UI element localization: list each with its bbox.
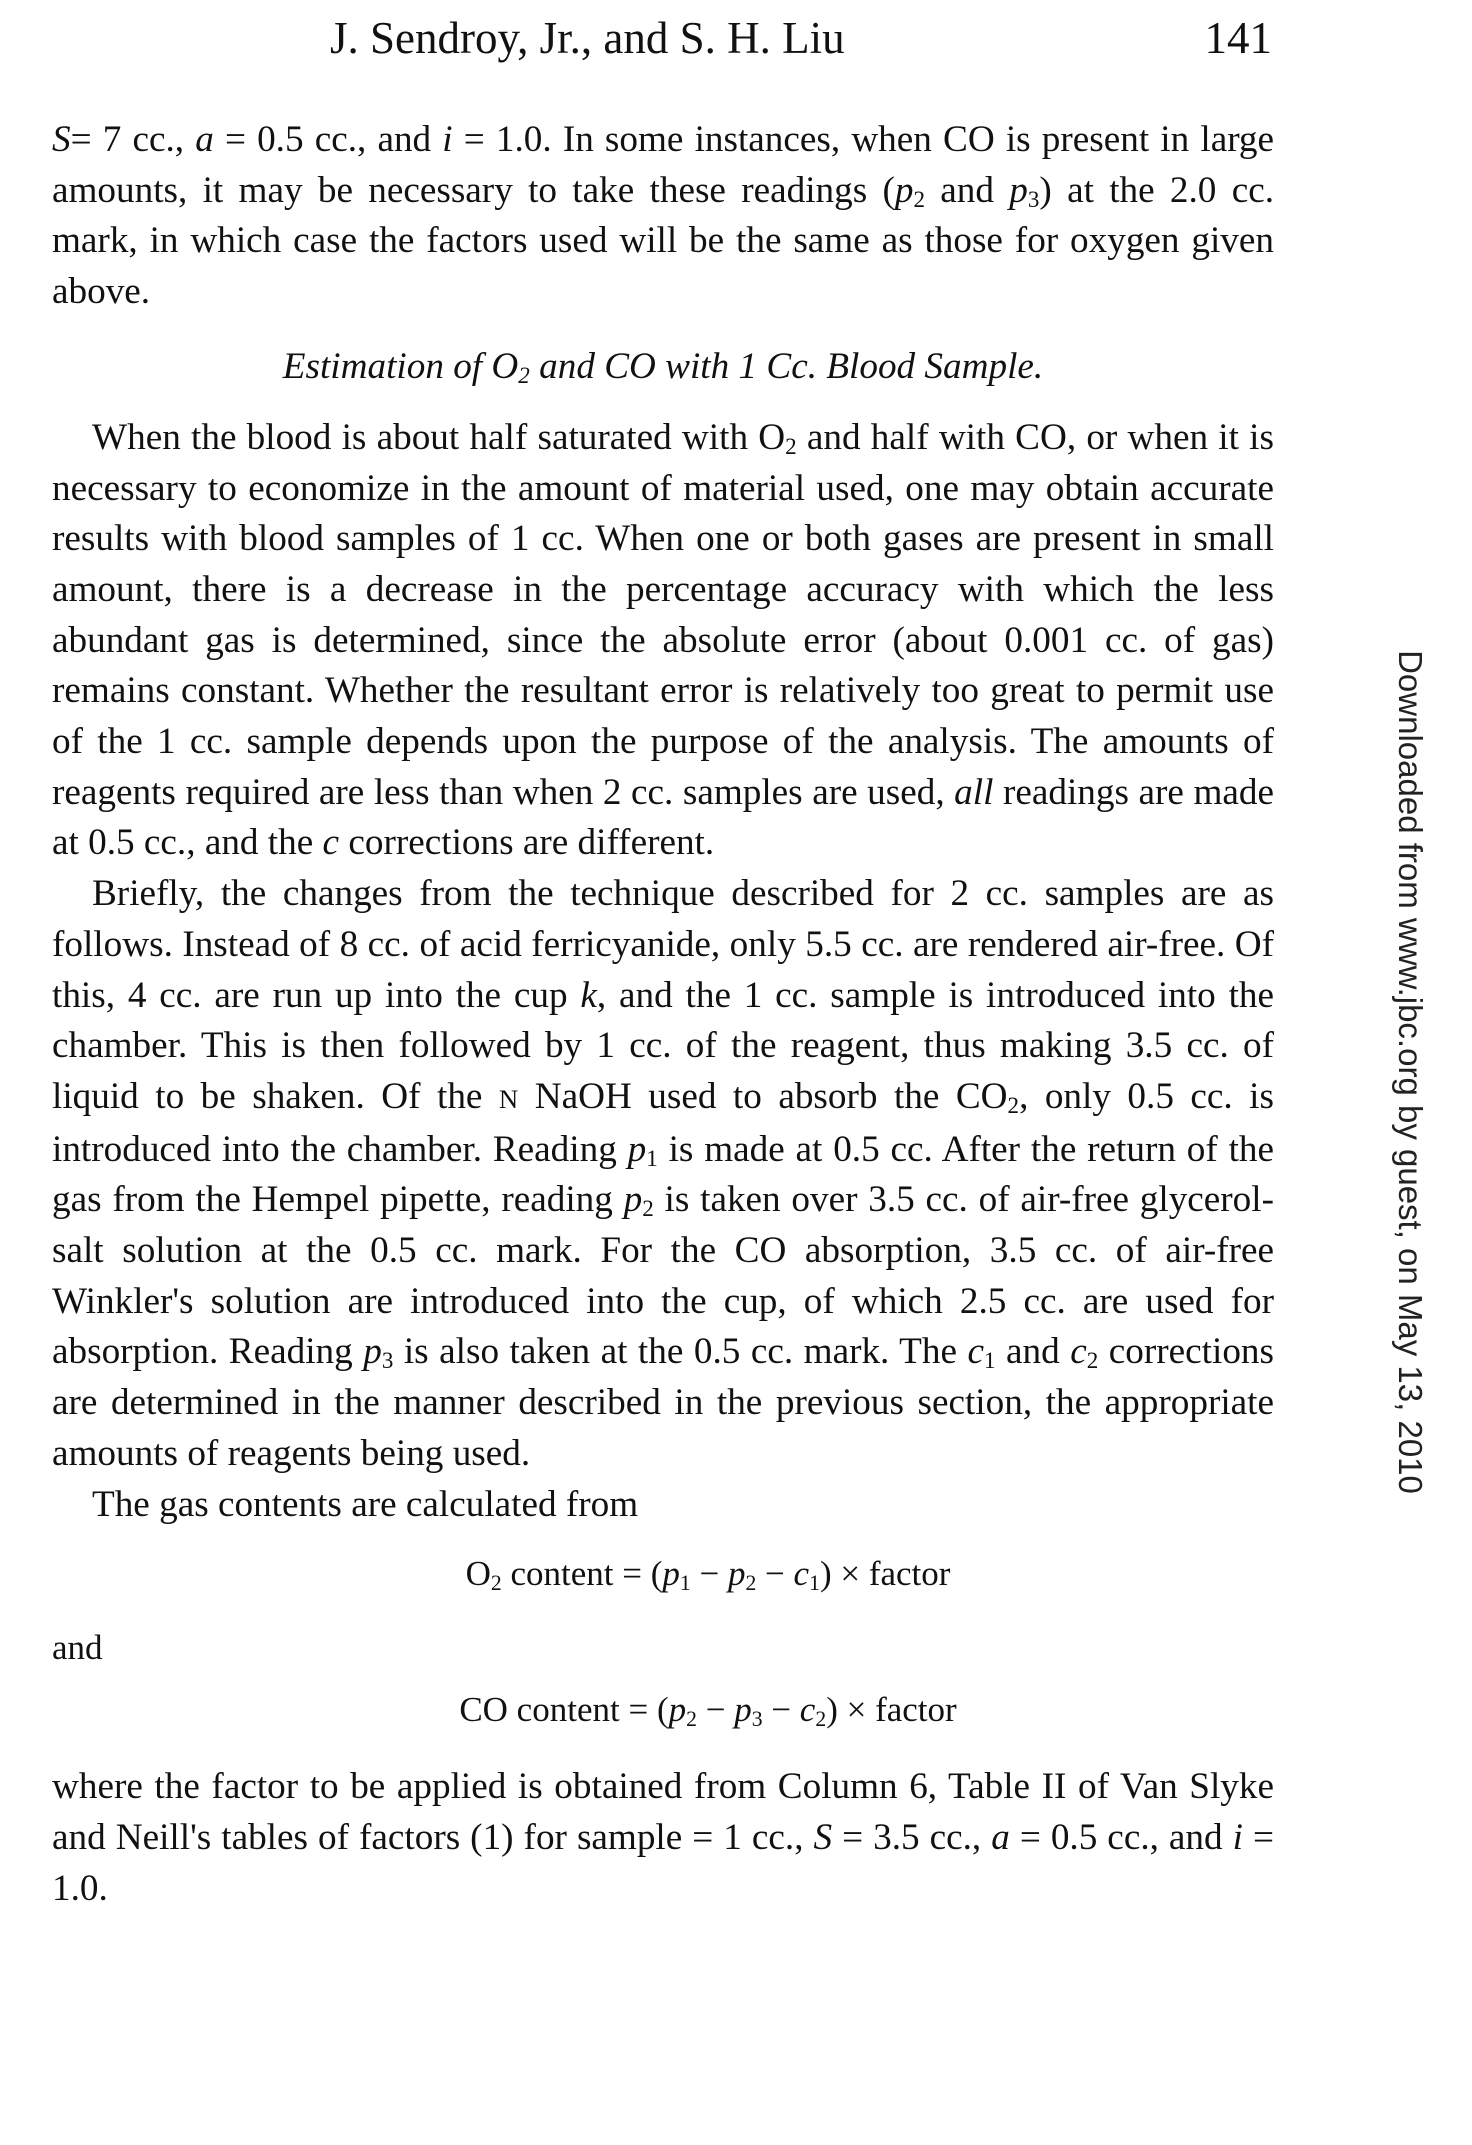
page-number: 141 bbox=[1204, 13, 1272, 63]
paragraph-2: Briefly, the changes from the technique described for 2 cc. samples are as follows. Instead of 8 cc. of acid ferricyanide, only 5.5 cc. are rendered air-free. Of this, 4 cc. are run up into the cup k, and the 1 cc. sample is introduced into the chamber. This is then followed by 1 cc. of the reagent, thus making 3.5 cc. of liquid to be shaken. Of the N NaOH used to absorb the $CO_2$, only 0.5 cc. is introduced into the chamber. Reading $p_1$ is made at 0.5 cc. After the return of the gas from the Hempel pipette, reading $p_2$ is taken over 3.5 cc. of air-free glycerol-salt solution at the 0.5 cc. mark. For the CO absorption, 3.5 cc. of air-free Winkler's solution are introduced into the cup, of which 2.5 cc. are used for absorption. Reading $p_3$ is also taken at the 0.5 cc. mark. The $c_1$ and $c_2$ corrections are determined in the manner described in the previous section, the appropriate amounts of reagents being used. bbox=[52, 873, 1274, 1474]
equation-co-content: CO content = $(p_2 - p_3 - c_2)$ × factor bbox=[459, 1690, 957, 1732]
equation-o2-content: $O_2$ content = $(p_1 - p_2 - c_1)$ × factor bbox=[465, 1554, 951, 1596]
equations bbox=[52, 1544, 1274, 1740]
equation-connector: and bbox=[52, 1628, 103, 1668]
article-body bbox=[52, 115, 1274, 1914]
paragraph-3: The gas contents are calculated from bbox=[92, 1483, 639, 1525]
running-header bbox=[52, 8, 1272, 68]
header-authors: J. Sendroy, Jr., and S. H. Liu bbox=[330, 13, 845, 63]
section-title: Estimation of $O_2$ and CO with 1 Cc. Blood Sample. bbox=[282, 345, 1044, 388]
download-watermark-text: Downloaded from www.jbc.org by guest, on May 13, 2010 bbox=[1392, 650, 1429, 1494]
paragraph-1: When the blood is about half saturated with $O_2$ and half with CO, or when it is necessary to economize in the amount of material used, one may obtain accurate results with blood samples of 1 cc. When one or both gases are present in small amount, there is a decrease in the percentage accuracy with which the less abundant gas is determined, since the absolute error (about 0.001 cc. of gas) remains constant. Whether the resultant error is relatively too great to permit use of the 1 cc. sample depends upon the purpose of the analysis. The amounts of reagents required are less than when 2 cc. samples are used, all readings are made at 0.5 cc., and the c corrections are different. bbox=[52, 416, 1274, 864]
final-paragraph: where the factor to be applied is obtained from Column 6, Table II of Van Slyke and Neill's tables of factors (1) for sample = 1 cc., S = 3.5 cc., a = 0.5 cc., and i = 1.0. bbox=[52, 1766, 1274, 1909]
intro-paragraph: S= 7 cc., a = 0.5 cc., and i = 1.0. In some instances, when CO is present in large amounts, it may be necessary to take these readings ($p_2$ and $p_3$) at the 2.0 cc. mark, in which case the factors used will be the same as those for oxygen given above. bbox=[52, 119, 1275, 313]
